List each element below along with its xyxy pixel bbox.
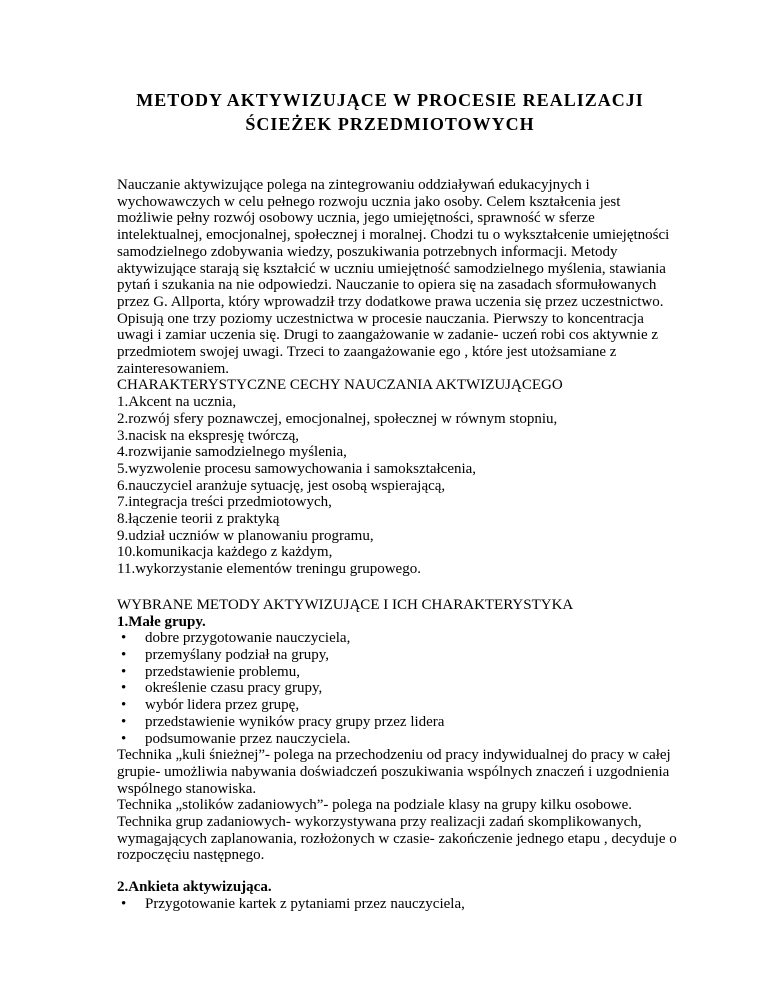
spacer: [117, 864, 697, 879]
intro-line: wychowawczych w celu pełnego rozwoju ucznia jako osoby. Celem kształcenia jest: [117, 193, 621, 210]
method-1-text-line: wymagających zaplanowania, rozłożonych w czasie- zakończenie jednego etapu , decyduje o: [117, 830, 677, 847]
method-2-bullets: [117, 896, 697, 913]
intro-line: samodzielnego zdobywania wiedzy, poszukiwania potrzebnych informacji. Metody: [117, 243, 618, 260]
intro-line: przedmiotem swojej uwagi. Trzeci to zaangażowanie ego , które jest utożsamiane z: [117, 344, 617, 361]
method-1-text-line: rozpoczęciu następnego.: [117, 847, 265, 864]
method-1-text-line: Technika „stolików zadaniowych”- polega na podziale klasy na grupy kilku osobowe.: [117, 797, 633, 814]
document-body: [117, 177, 697, 913]
features-heading: CHARAKTERYSTYCZNE CECHY NAUCZANIA AKTWIZUJĄCEGO: [117, 377, 563, 394]
method-1-text-line: grupie- umożliwia nabywania doświadczeń poszukiwania wspólnych znaczeń i uzgodnienia: [117, 763, 670, 780]
intro-line: możliwie pełny rozwój osobowy ucznia, jego umiejętności, sprawność w sferze: [117, 210, 595, 227]
feature-item: 4.rozwijanie samodzielnego myślenia,: [117, 444, 347, 461]
method-1-bullet: • dobre przygotowanie nauczyciela,: [117, 630, 697, 647]
intro-line: aktywizujące starają się kształcić w uczniu umiejętność samodzielnego myślenia, stawiania: [117, 260, 666, 277]
method-1-bullet: • przedstawienie wyników pracy grupy przez lidera: [117, 714, 697, 731]
methods-heading: WYBRANE METODY AKTYWIZUJĄCE I ICH CHARAKTERYSTYKA: [117, 596, 574, 613]
intro-line: intelektualnej, emocjonalnej, społecznej i moralnej. Chodzi tu o wykształcenie umiejętności: [117, 227, 670, 244]
document-title: [80, 88, 700, 136]
method-2-bullet: • Przygotowanie kartek z pytaniami przez nauczyciela,: [117, 896, 697, 913]
feature-item: 11.wykorzystanie elementów treningu grupowego.: [117, 561, 421, 578]
method-1-text-line: Technika „kuli śnieżnej”- polega na przechodzeniu od pracy indywidualnej do pracy w całej: [117, 747, 671, 764]
intro-paragraph: [117, 177, 697, 377]
intro-line: Nauczanie aktywizujące polega na zintegrowaniu oddziaływań edukacyjnych i: [117, 177, 590, 193]
method-1-text-line: wspólnego stanowiska.: [117, 780, 257, 797]
feature-item: 6.nauczyciel aranżuje sytuację, jest osobą wspierającą,: [117, 477, 446, 494]
feature-item: 2.rozwój sfery poznawczej, emocjonalnej, społecznej w równym stopniu,: [117, 410, 558, 427]
feature-item: 9.udział uczniów w planowaniu programu,: [117, 527, 374, 544]
intro-line: uwagi i zamiar uczenia się. Drugi to zaangażowanie w zadanie- uczeń robi cos aktywnie z: [117, 327, 659, 344]
intro-line: Opisują one trzy poziomy uczestnictwa w procesie nauczania. Pierwszy to koncentracja: [117, 310, 644, 327]
feature-item: 5.wyzwolenie procesu samowychowania i samokształcenia,: [117, 460, 477, 477]
title-line-1: METODY AKTYWIZUJĄCE W PROCESIE REALIZACJI: [136, 90, 644, 110]
feature-item: 1.Akcent na ucznia,: [117, 394, 237, 411]
features-list: [117, 394, 697, 578]
intro-line: pytań i szukania na nie odpowiedzi. Nauczanie to opiera się na zasadach sformułowanych: [117, 277, 657, 294]
intro-line: zainteresowaniem.: [117, 360, 230, 377]
method-2-title: 2.Ankieta aktywizująca.: [117, 879, 272, 896]
feature-item: 7.integracja treści przedmiotowych,: [117, 494, 332, 511]
method-1-bullet: • określenie czasu pracy grupy,: [117, 680, 697, 697]
method-1-text-line: Technika grup zadaniowych- wykorzystywana przy realizacji zadań skomplikowanych,: [117, 814, 642, 831]
spacer: [117, 578, 697, 597]
method-1-bullet: • wybór lidera przez grupę,: [117, 697, 697, 714]
method-1-bullet: • przemyślany podział na grupy,: [117, 647, 697, 664]
method-1-title: 1.Małe grupy.: [117, 613, 206, 630]
intro-line: przez G. Allporta, który wprowadził trzy dodatkowe prawa uczenia się przez uczestnictwo.: [117, 293, 664, 310]
method-1-paragraph: [117, 747, 697, 864]
method-1-bullets: [117, 630, 697, 747]
title-line-2: ŚCIEŻEK PRZEDMIOTOWYCH: [245, 114, 535, 134]
method-1-bullet: • przedstawienie problemu,: [117, 664, 697, 681]
feature-item: 3.nacisk na ekspresję twórczą,: [117, 427, 300, 444]
feature-item: 8.łączenie teorii z praktyką: [117, 511, 280, 528]
feature-item: 10.komunikacja każdego z każdym,: [117, 544, 333, 561]
method-1-bullet: • podsumowanie przez nauczyciela.: [117, 731, 697, 748]
